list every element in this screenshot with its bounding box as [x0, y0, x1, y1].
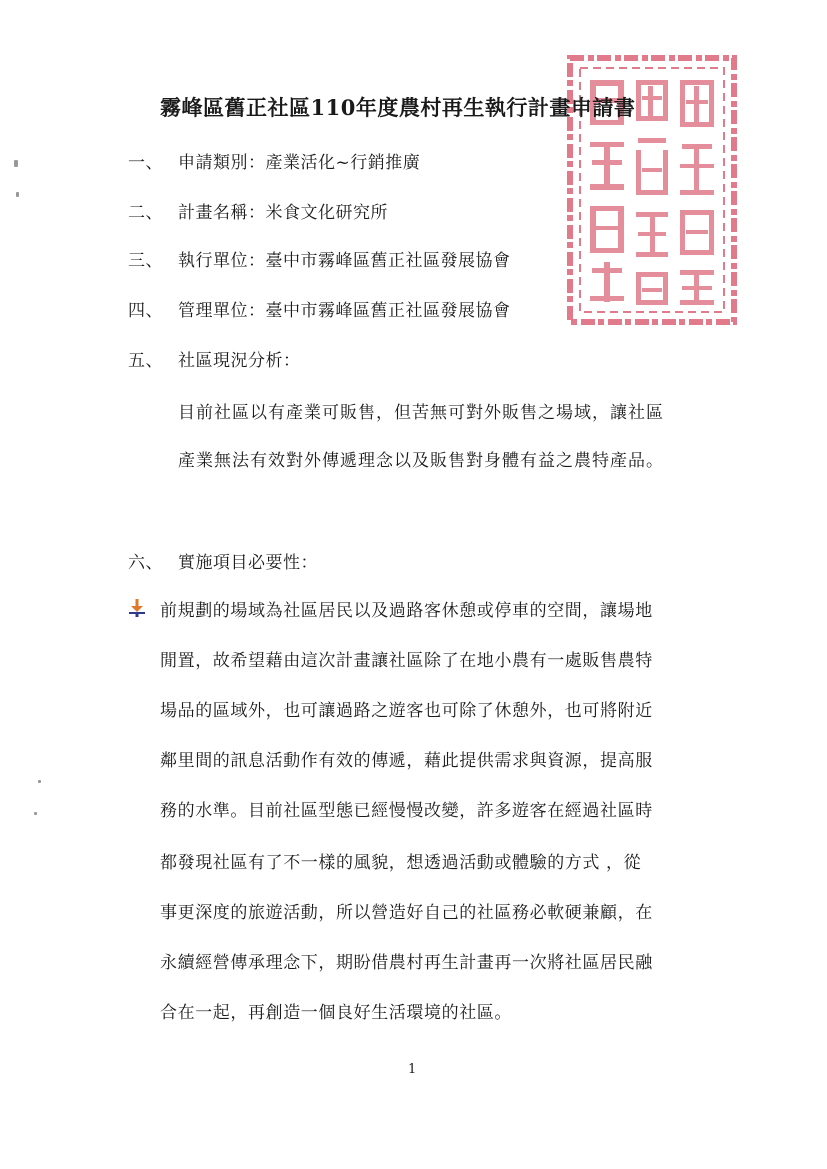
- item-label: 社區現況分析：: [178, 351, 301, 371]
- item-label: 執行單位：: [178, 251, 266, 271]
- item-label: 申請類別：: [178, 153, 266, 173]
- item-number: 一、: [128, 153, 163, 173]
- scan-speck: [34, 812, 37, 815]
- item-number: 三、: [128, 251, 163, 271]
- item-management-unit: [128, 296, 511, 321]
- item-application-type: [128, 148, 420, 173]
- item-number: 四、: [128, 301, 163, 321]
- necessity-line: 事更深度的旅遊活動，所以營造好自己的社區務必軟硬兼顧，在: [160, 903, 653, 923]
- item-number: 二、: [128, 203, 163, 223]
- necessity-line: 永續經營傳承理念下，期盼借農村再生計畫再一次將社區居民融: [160, 953, 653, 973]
- item-value: 產業活化~行銷推廣: [265, 153, 421, 173]
- item-community-analysis: [128, 346, 301, 371]
- analysis-line: 產業無法有效對外傳遞理念以及販售對身體有益之農特產品。: [178, 451, 664, 471]
- page-number: 1: [408, 1062, 417, 1077]
- document-title: 霧峰區舊正社區110年度農村再生執行計畫申請書: [160, 95, 636, 120]
- item-label: 管理單位：: [178, 301, 266, 321]
- necessity-line: 閒置，故希望藉由這次計畫讓社區除了在地小農有一處販售農特: [160, 651, 653, 671]
- item-executing-unit: [128, 246, 511, 271]
- item-value: 臺中市霧峰區舊正社區發展協會: [265, 251, 511, 271]
- scan-speck: [14, 160, 18, 167]
- item-number: 六、: [128, 553, 163, 573]
- item-label: 計畫名稱：: [178, 203, 266, 223]
- arrow-down-bullet-icon: [128, 598, 146, 618]
- necessity-line: 鄰里間的訊息活動作有效的傳遞，藉此提供需求與資源，提高服: [160, 751, 653, 771]
- item-label: 實施項目必要性：: [178, 553, 318, 573]
- item-value: 臺中市霧峰區舊正社區發展協會: [265, 301, 511, 321]
- scan-speck: [16, 192, 19, 197]
- item-number: 五、: [128, 351, 163, 371]
- necessity-line: 都發現社區有了不一樣的風貌，想透過活動或體驗的方式 ，從: [160, 853, 642, 873]
- necessity-line: 場品的區域外，也可讓過路之遊客也可除了休憩外，也可將附近: [160, 701, 653, 721]
- necessity-line: 合在一起，再創造一個良好生活環境的社區。: [160, 1003, 512, 1023]
- necessity-line: 務的水準。目前社區型態已經慢慢改變，許多遊客在經過社區時: [160, 801, 653, 821]
- item-plan-name: [128, 198, 388, 223]
- scan-speck: [38, 780, 41, 783]
- item-value: 米食文化研究所: [265, 203, 388, 223]
- analysis-line: 目前社區以有產業可販售，但苦無可對外販售之場域，讓社區: [178, 403, 664, 423]
- necessity-line: 前規劃的場域為社區居民以及過路客休憩或停車的空間，讓場地: [160, 601, 653, 621]
- item-section-six: [128, 548, 318, 573]
